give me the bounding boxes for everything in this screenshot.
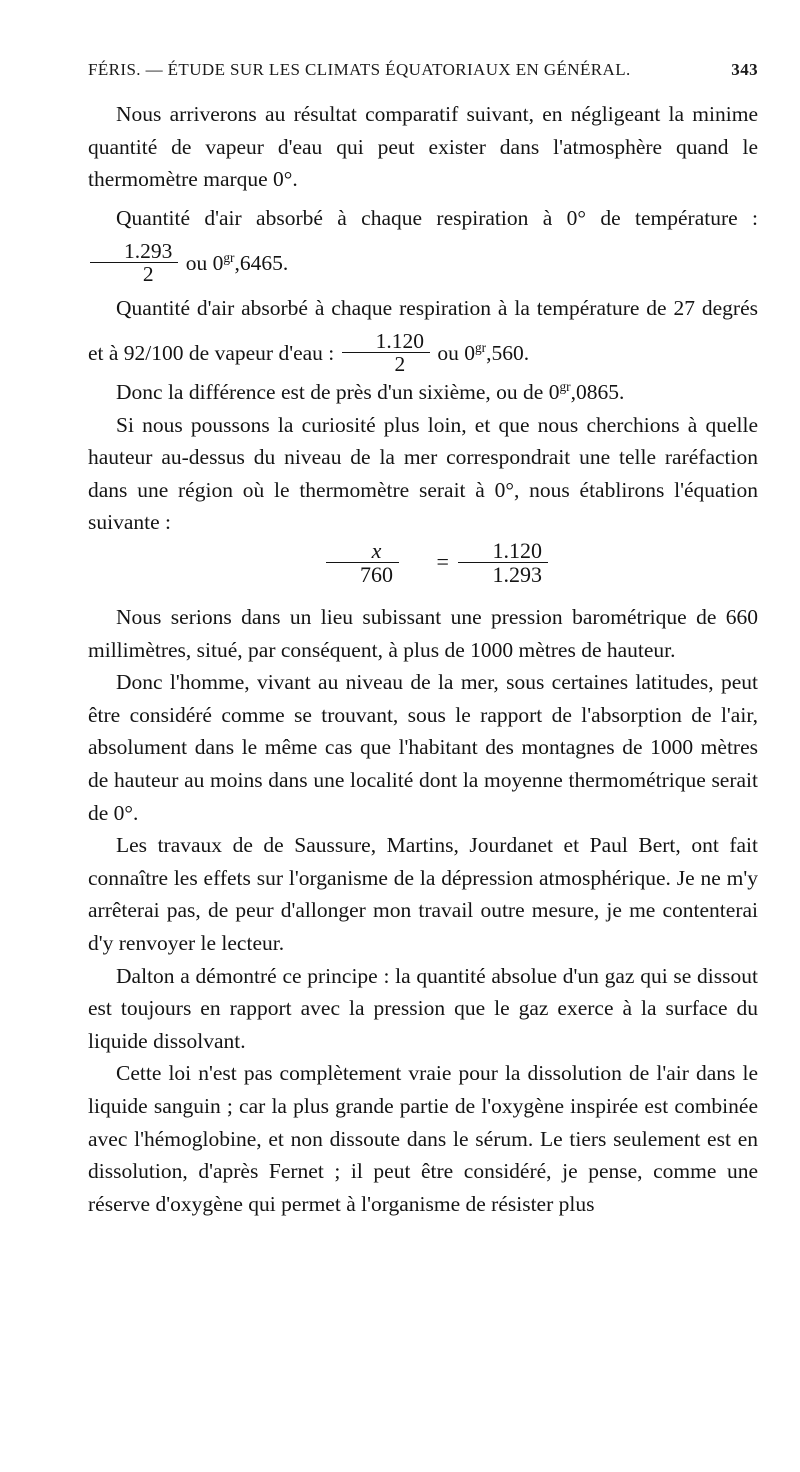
paragraph: Nous arriverons au résultat comparatif suivant, en négligeant la minime quantité de vapeur d'eau qui peut exister dans l'atmosphère quand le thermomètre marque 0°.: [88, 102, 758, 192]
fraction-numerator: 1.120: [458, 539, 548, 563]
fraction-numerator: 1.120: [342, 330, 430, 354]
equals-sign: =: [436, 549, 449, 575]
fraction-denominator: 2: [394, 352, 406, 377]
equation-right-fraction: [458, 539, 548, 586]
value-text: ,6465.: [234, 250, 289, 275]
paragraph-difference: [88, 376, 758, 409]
value-text: ,0865.: [570, 380, 625, 405]
body-text: [88, 98, 758, 1220]
equation-left-fraction: [326, 539, 399, 586]
fraction: [90, 240, 178, 286]
paragraph: Donc l'homme, vivant au niveau de la mer, sous certaines latitudes, peut être considéré comme se trouvant, sous le rapport de l'absorption de l'air, absolument dans le même cas que l'habitant des montagnes de 1000 mètres de hauteur au moins dans une localité dont la moyenne thermométrique serait de 0°.: [88, 670, 758, 825]
paragraph-text: Quantité d'air absorbé à chaque respiration à 0° de température :: [116, 205, 758, 230]
fraction-numerator: 1.293: [90, 240, 178, 264]
running-header: [88, 60, 758, 88]
paragraph: Cette loi n'est pas complètement vraie pour la dissolution de l'air dans le liquide sanguin ; car la plus grande partie de l'oxygène inspirée est combinée avec l'hémoglobine, et non dissoute dans le sérum. Le tiers seulement est en dissolution, d'après Fernet ; il peut être considéré, je pense, comme une réserve d'oxygène qui permet à l'organisme de résister plus: [88, 1061, 758, 1216]
ou-text: ou 0: [437, 340, 476, 365]
paragraph: Dalton a démontré ce principe : la quantité absolue d'un gaz qui se dissout est toujours en rapport avec la pression que le gaz exerce à la surface du liquide dissolvant.: [88, 963, 758, 1053]
paragraph-text: Quantité d'air absorbé à chaque respiration à la température de 27 degrés et à 92/100 de vapeur d'eau :: [88, 295, 758, 365]
equation: [88, 539, 758, 601]
unit-gr: gr: [559, 379, 571, 395]
paragraph: Si nous poussons la curiosité plus loin, et que nous cherchions à quelle hauteur au-dessus du niveau de la mer correspondrait une telle raréfaction dans une région où le thermomètre serait à 0°, nous établirons l'équation suivante :: [88, 412, 758, 535]
ou-text: ou 0: [185, 250, 224, 275]
running-title: FÉRIS. — ÉTUDE SUR LES CLIMATS ÉQUATORIAUX EN GÉNÉRAL.: [88, 60, 631, 79]
paragraph-air-27-degrees: [88, 286, 758, 376]
fraction-denominator: 760: [360, 562, 394, 588]
fraction: [342, 330, 430, 376]
unit-gr: gr: [475, 339, 487, 355]
page-number: 343: [731, 60, 758, 79]
variable-x: x: [371, 538, 382, 563]
fraction-denominator: 1.293: [492, 562, 542, 588]
paragraph: Les travaux de de Saussure, Martins, Jourdanet et Paul Bert, ont fait connaître les effets sur l'organisme de la dépression atmosphérique. Je ne m'y arrêterai pas, de peur d'allonger mon travail outre mesure, je me contenterai d'y renvoyer le lecteur.: [88, 833, 758, 955]
paragraph: Nous serions dans un lieu subissant une pression barométrique de 660 millimètres, situé, par conséquent, à plus de 1000 mètres de hauteur.: [88, 605, 758, 662]
paragraph-air-0-degrees: [88, 196, 758, 286]
unit-gr: gr: [223, 249, 235, 265]
fraction-denominator: 2: [142, 262, 154, 287]
paragraph-text: Donc la différence est de près d'un sixième, ou de 0: [116, 380, 560, 405]
value-text: ,560.: [486, 340, 530, 365]
